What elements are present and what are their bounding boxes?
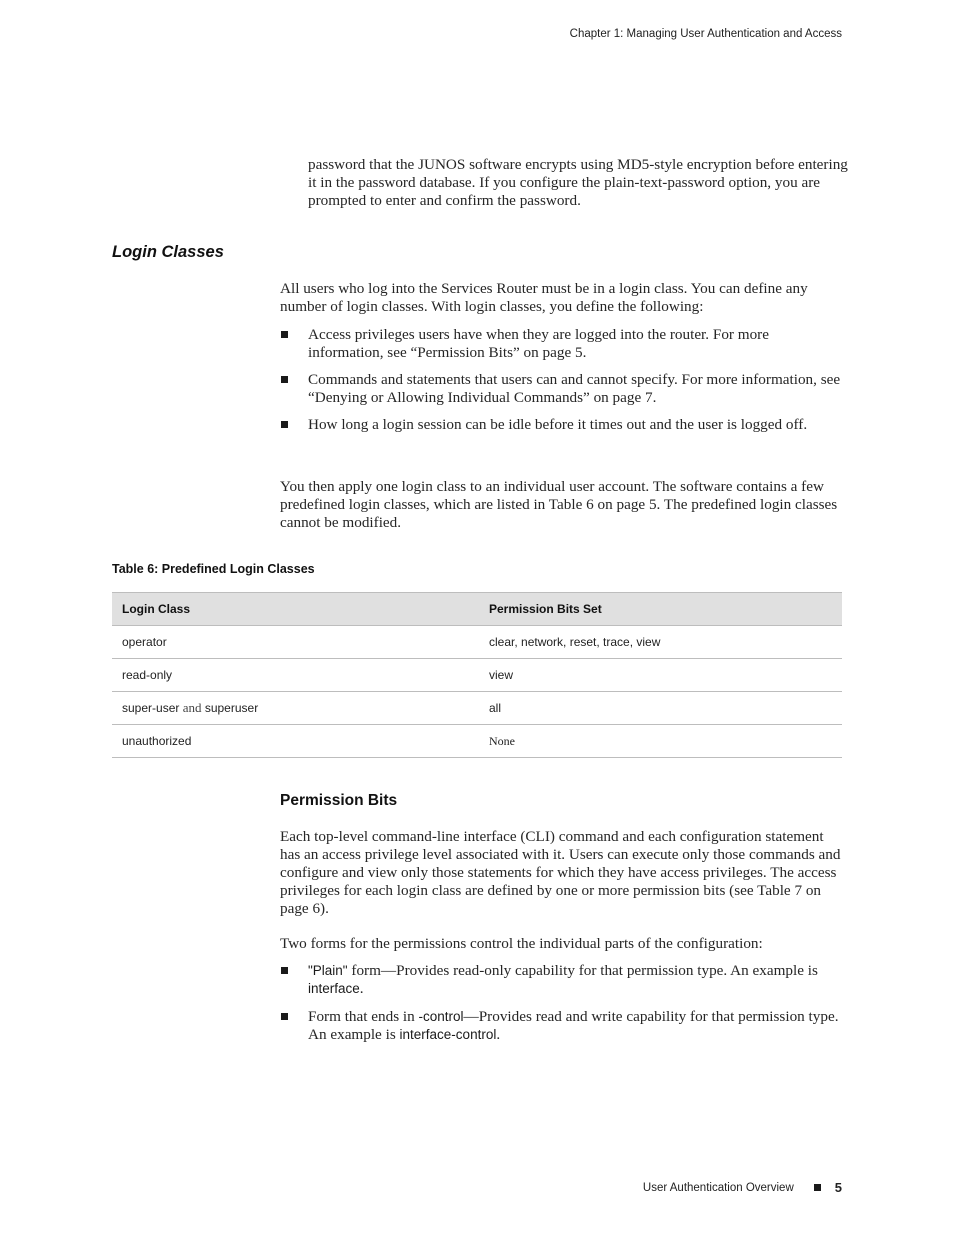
login-class-cell: read-only <box>112 659 479 692</box>
bullet-text: form—Provides read-only capability for that permission type. An example is <box>347 962 818 979</box>
list-item <box>280 416 846 434</box>
login-class-cell: unauthorized <box>112 725 479 758</box>
bullet-text: . <box>496 1026 501 1043</box>
bullet-text: How long a login session can be idle before it times out and the user is logged off. <box>308 416 808 433</box>
apply-login-class-paragraph: You then apply one login class to an individual user account. The software contains a few predefined login classes, which are listed in Table 6 on page 5. The predefined login classes cannot be modified. <box>280 478 838 531</box>
login-class-cell: operator <box>112 626 479 659</box>
permission-bits-paragraph: Each top-level command-line interface (CLI) command and each configuration statement has an access privilege level associated with it. Users can execute only those commands and configure and view only those statements for which they have access privileges. The access privileges for each login class are defined by one or more permission bits (see Table 7 on page 6). <box>280 828 841 917</box>
login-classes-bullet-list <box>280 326 846 443</box>
conjunction-text: and <box>182 700 202 715</box>
column-header-permission-bits: Permission Bits Set <box>479 593 842 626</box>
list-item <box>280 962 846 998</box>
login-class-name: super-user <box>122 701 180 715</box>
bullet-square-icon <box>281 1013 288 1020</box>
bullet-square-icon <box>281 421 288 428</box>
bullet-square-icon <box>281 331 288 338</box>
predefined-login-classes-table <box>112 592 842 758</box>
table-row <box>112 659 842 692</box>
code-text: interface <box>308 981 360 996</box>
bullet-text: —Provides read and write capability for that permission type. An example is <box>308 1008 839 1043</box>
footer-square-icon <box>814 1184 821 1191</box>
page-number: 5 <box>834 1180 842 1195</box>
list-item <box>280 371 846 407</box>
column-header-login-class: Login Class <box>112 593 479 626</box>
list-item <box>280 1008 846 1044</box>
login-classes-heading: Login Classes <box>112 243 224 261</box>
table-row <box>112 725 842 758</box>
permission-bits-cell: clear, network, reset, trace, view <box>479 626 842 659</box>
permission-forms-intro: Two forms for the permissions control the individual parts of the configuration: <box>280 935 763 952</box>
continuation-paragraph: password that the JUNOS software encrypts using MD5-style encryption before entering it in the password database. If you configure the plain-text-password option, you are prompted to enter and confirm the password. <box>308 156 848 209</box>
permission-bits-cell: view <box>479 659 842 692</box>
permission-bits-cell: None <box>479 725 842 758</box>
login-class-cell <box>112 692 479 725</box>
table-row <box>112 626 842 659</box>
permission-bits-cell: all <box>479 692 842 725</box>
code-text: interface-control <box>399 1027 497 1042</box>
footer-section-title: User Authentication Overview <box>642 1181 794 1194</box>
permission-forms-bullet-list <box>280 962 846 1054</box>
bullet-square-icon <box>281 376 288 383</box>
bullet-text: . <box>359 980 364 997</box>
code-text: "Plain" <box>308 963 348 978</box>
list-item <box>280 326 846 362</box>
table-header-row <box>112 593 842 626</box>
table-title: Table 6: Predefined Login Classes <box>112 562 315 576</box>
permission-bits-heading: Permission Bits <box>280 792 398 809</box>
login-class-name: superuser <box>204 701 259 715</box>
page-footer <box>643 1180 842 1195</box>
login-classes-intro: All users who log into the Services Router must be in a login class. You can define any number of login classes. With login classes, you define the following: <box>280 280 808 315</box>
bullet-text: Access privileges users have when they are logged into the router. For more information, see “Permission Bits” on page 5. <box>308 326 769 361</box>
bullet-square-icon <box>281 967 288 974</box>
table-row <box>112 692 842 725</box>
code-text: -control <box>418 1009 464 1024</box>
running-head: Chapter 1: Managing User Authentication and Access <box>569 28 842 40</box>
bullet-text: Commands and statements that users can and cannot specify. For more information, see “Denying or Allowing Individual Commands” on page 7. <box>308 371 841 406</box>
bullet-text: Form that ends in <box>308 1008 419 1025</box>
